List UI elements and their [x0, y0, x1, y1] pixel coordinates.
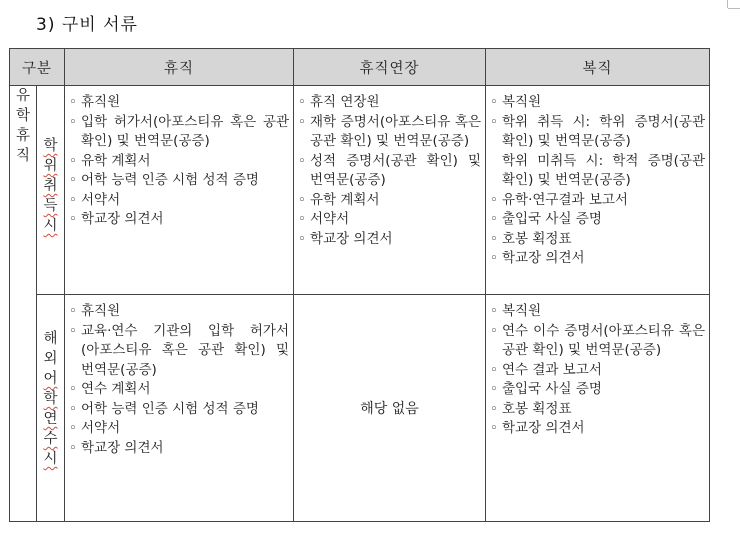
- list-item: ◦ 입학 허가서(아포스티유 혹은 공관 확인) 및 번역문(공증): [69, 113, 289, 152]
- list-item: ◦ 호봉 획정표: [490, 400, 705, 420]
- list-item: ◦ 학교장 의견서: [69, 210, 289, 230]
- list-item: ◦ 어학 능력 인증 시험 성적 증명: [69, 400, 289, 420]
- section-heading: 3) 구비 서류: [36, 15, 138, 35]
- cell-leave-degree: [65, 86, 294, 295]
- list-item: ◦ 서약서: [69, 419, 289, 439]
- table-header-row: [10, 49, 710, 86]
- list-item: ◦ 서약서: [298, 210, 481, 230]
- table-row: [10, 295, 710, 522]
- header-category: 구분: [10, 49, 65, 86]
- list-item: ◦ 휴직 연장원: [298, 93, 481, 113]
- sub-label-language-training: 해 외 어 학 연 수 시: [37, 295, 65, 522]
- cell-return-language: [486, 295, 710, 522]
- list-item: ◦ 연수 결과 보고서: [490, 361, 705, 381]
- sub-label-degree: 학 위 취 득 시: [37, 86, 65, 295]
- list-item: ◦ 유학·연구결과 보고서: [490, 191, 705, 211]
- list-item: 학위 미취득 시: 학적 증명(공관 확인) 및 번역문(공증): [502, 152, 706, 188]
- list-item: ◦ 연수 이수 증명서(아포스티유 혹은 공관 확인) 및 번역문(공증): [490, 322, 705, 361]
- list-item: ◦ 복직원: [490, 93, 705, 113]
- list-item: ◦ 어학 능력 인증 시험 성적 증명: [69, 171, 289, 191]
- list-item: ◦ 학교장 의견서: [298, 230, 481, 250]
- corner-mark: [727, 0, 728, 8]
- list-item: ◦ 학교장 의견서: [69, 439, 289, 459]
- list-item: ◦ 출입국 사실 증명: [490, 210, 705, 230]
- list-item: ◦ 서약서: [69, 191, 289, 211]
- header-leave: 휴직: [65, 49, 294, 86]
- list-item: ◦ 복직원: [490, 302, 705, 322]
- list-item: ◦ 유학 계획서: [69, 152, 289, 172]
- list-item: ◦ 출입국 사실 증명: [490, 380, 705, 400]
- list-item: ◦ 성적 증명서(공관 확인) 및 번역문(공증): [298, 152, 481, 191]
- list-item: ◦ 휴직원: [69, 93, 289, 113]
- cell-return-degree: [486, 86, 710, 295]
- list-item: ◦ 유학 계획서: [298, 191, 481, 211]
- list-item: ◦ 재학 증명서(아포스티유 혹은 공관 확인) 및 번역문(공증): [298, 113, 481, 152]
- corner-mark: [728, 8, 740, 9]
- header-return: 복직: [486, 49, 710, 86]
- group-label-study-leave: 유 학 휴 직: [10, 86, 37, 522]
- list-item: ◦ 연수 계획서: [69, 380, 289, 400]
- table-row: [10, 86, 710, 295]
- list-item: ◦ 학교장 의견서: [490, 249, 705, 269]
- list-item: ◦ 교육·연수 기관의 입학 허가서(아포스티유 혹은 공관 확인) 및 번역문(공증): [69, 322, 289, 381]
- cell-leave-language: [65, 295, 294, 522]
- list-item: ◦ 휴직원: [69, 302, 289, 322]
- list-item: ◦ 호봉 획정표: [490, 230, 705, 250]
- list-item: ◦ 학교장 의견서: [490, 419, 705, 439]
- cell-extension-degree: [294, 86, 486, 295]
- required-documents-table: [9, 48, 710, 522]
- header-extension: 휴직연장: [294, 49, 486, 86]
- list-item: ◦ 학위 취득 시: 학위 증명서(공관 확인) 및 번역문(공증): [490, 113, 705, 152]
- cell-extension-not-applicable: 해당 없음: [294, 295, 486, 522]
